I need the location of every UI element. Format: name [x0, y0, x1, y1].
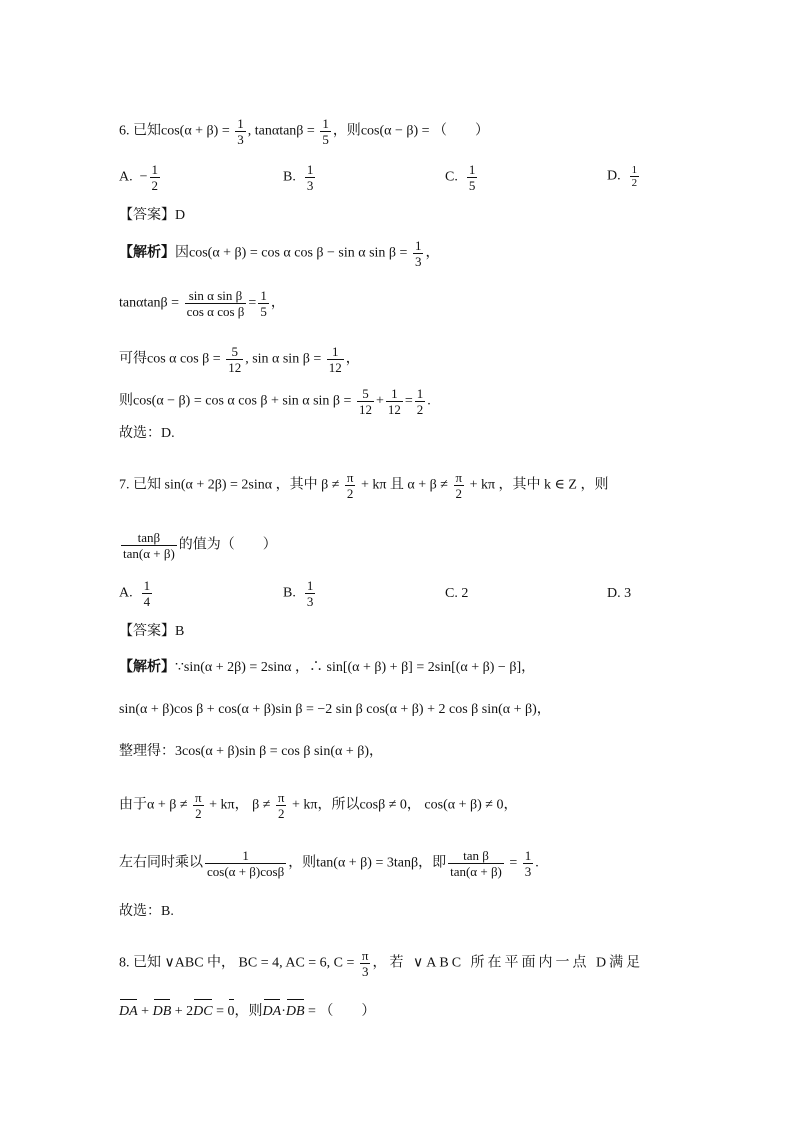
q6-analysis-line4: 则cos(α − β) = cos α cos β + sin α sin β = $\frac{5}{12}$ + $\frac{1}{12}$ = $\frac{1}{2}$ . [119, 386, 431, 417]
fraction: $\frac{1}{5}$ [322, 116, 329, 147]
q6-analysis-line1: 【解析】因cos(α + β) = cos α cos β − sin α sin β = $\frac{1}{3}$ ， [119, 238, 440, 269]
q6-answer: 【答案】D [119, 208, 186, 223]
q7-analysis-line2: sin(α + β)cos β + cos(α + β)sin β = −2 sin β cos(α + β) + 2 cos β sin(α + β)， [119, 702, 551, 717]
q6-option-d: D. $\frac{1}{2}$ [607, 164, 638, 189]
q7-analysis-line5: 左右同时乘以 $\frac{1}{\cos(\alpha + \beta)\cos\beta}$ ，则tan(α + β) = 3tanβ，即 $\frac{\text{tan β}}{\tan(\alpha + \beta)}$ = $\frac{1}{3}$ . [119, 848, 539, 879]
q7-analysis-line3: 整理得：3cos(α + β)sin β = cos β sin(α + β)， [119, 744, 383, 759]
q7-stem-line1: 7. 已知 sin(α + 2β) = 2sinα ，其中 β ≠ $\frac{\pi}{2}$ + kπ 且 α + β ≠ $\frac{\pi}{2}$ + kπ ，其中 k ∈ Z ，则 [119, 470, 609, 501]
q6-option-b: B. $\frac{1}{3}$ [283, 162, 314, 193]
q7-choose: 故选：B. [119, 904, 174, 919]
q6-option-c: C. $\frac{1}{5}$ [445, 162, 476, 193]
q7-analysis-line4: 由于α + β ≠ $\frac{\pi}{2}$ + kπ， β ≠ $\frac{\pi}{2}$ + kπ，所以cosβ ≠ 0， cos(α + β) ≠ 0， [119, 790, 518, 821]
q7-analysis-line1: 【解析】∵sin(α + 2β) = 2sinα ，∴ sin[(α + β) + β] = 2sin[(α + β) − β]， [119, 660, 536, 675]
q6-option-a: A. − $\frac{1}{2}$ [119, 162, 159, 193]
fraction: $\frac{1}{3}$ [237, 116, 244, 147]
q6-analysis-line2: tanαtanβ = $\frac{\text{sin α sin β}}{\text{cos α cos β}}$ = $\frac{1}{5}$ ， [119, 288, 285, 319]
q6-analysis-line3: 可得cos α cos β = $\frac{5}{12}$ , sin α sin β = $\frac{1}{12}$ ， [119, 344, 360, 375]
q7-option-a: A. $\frac{1}{4}$ [119, 578, 151, 609]
q6-stem: 6. 已知cos(α + β) = $\frac{1}{3}$ , tanαtanβ = $\frac{1}{5}$ ，则cos(α − β) = （ ） [119, 116, 490, 147]
q7-option-b: B. $\frac{1}{3}$ [283, 578, 314, 609]
q7-option-c: C. 2 [445, 586, 469, 601]
q7-answer: 【答案】B [119, 624, 185, 639]
q7-stem-line2: $\frac{\tan\beta}{\tan(\alpha + \beta)}$ 的值为（ ） [123, 530, 277, 561]
q6-choose: 故选：D. [119, 426, 175, 441]
q8-stem-line2: DA + DB + 2DC = 0，则DA·DB = （ ） [119, 1002, 375, 1022]
q8-stem-line1: 8. 已知 ∨ABC 中， BC = 4, AC = 6, C = $\frac{\pi}{3}$ ，若 ∨ABC 所在平面内一点 D满足 [119, 948, 644, 979]
q7-option-d: D. 3 [607, 586, 632, 601]
